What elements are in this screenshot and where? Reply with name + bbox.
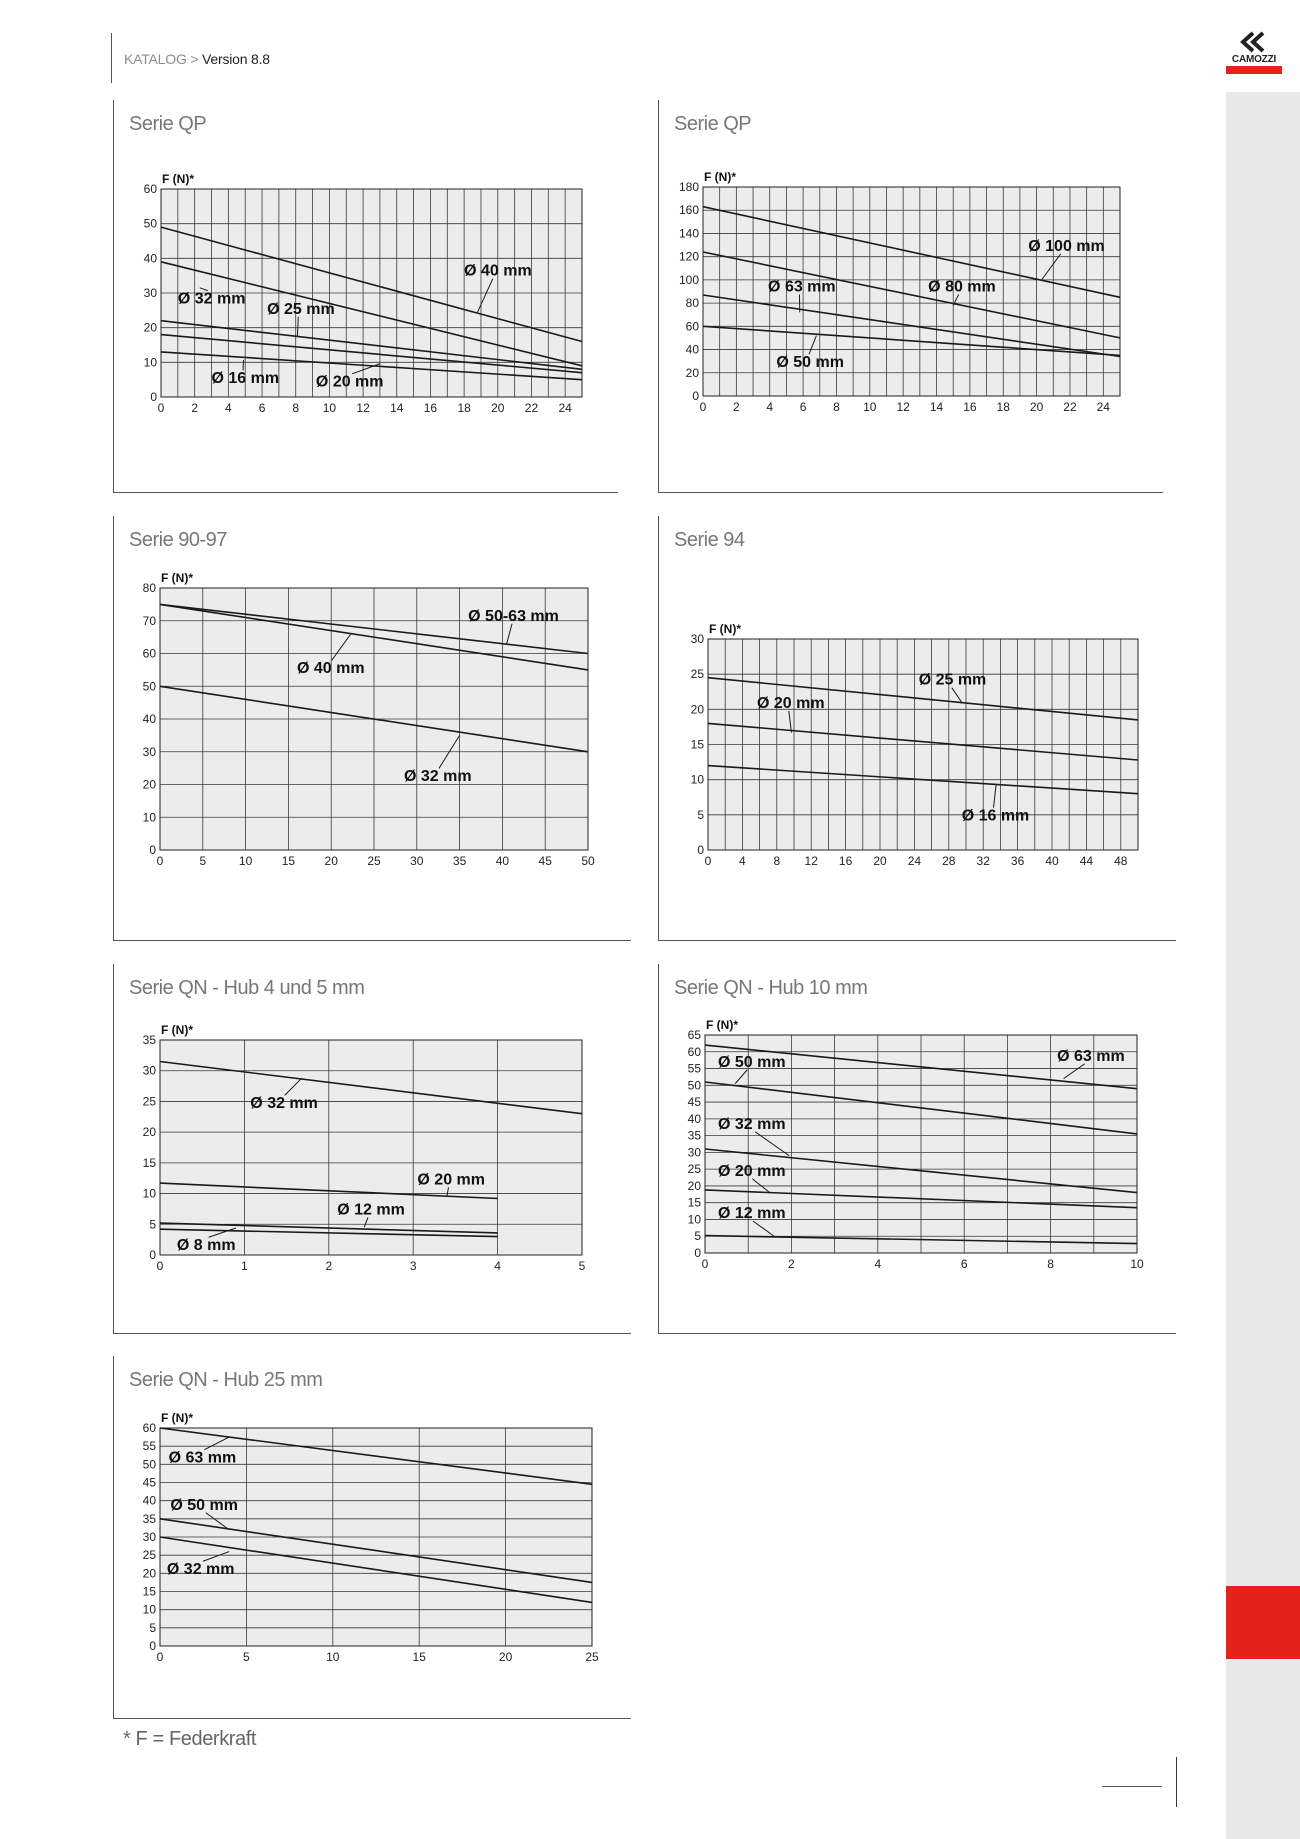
x-tick-label: 24 [558, 401, 572, 415]
x-tick-label: 0 [156, 1650, 164, 1664]
y-tick-label: 0 [149, 843, 156, 857]
y-tick-label: 5 [697, 807, 704, 822]
annotation-d-16-mm: Ø 16 mm [961, 807, 1030, 825]
chart-panel-serie-qp-2 [658, 100, 1163, 493]
y-tick-label: 10 [687, 1212, 701, 1227]
annotation-d-63-mm: Ø 63 mm [168, 1449, 237, 1467]
y-tick-label: 40 [142, 712, 156, 726]
plot-area [703, 187, 1120, 396]
y-tick-label: 60 [143, 182, 157, 196]
annotation-d-63-mm: Ø 63 mm [1057, 1047, 1125, 1065]
y-tick-label: 0 [694, 1246, 701, 1260]
annotation-d-50-63-mm: Ø 50-63 mm [468, 607, 559, 625]
y-axis-label: F (N)* [704, 170, 736, 184]
x-tick-label: 3 [409, 1259, 417, 1273]
annotation-d-25-mm: Ø 25 mm [267, 300, 335, 318]
y-tick-label: 15 [690, 737, 704, 752]
x-tick-label: 48 [1114, 854, 1128, 868]
y-tick-label: 30 [142, 744, 156, 759]
y-tick-label: 25 [687, 1162, 701, 1177]
y-tick-label: 50 [142, 1457, 156, 1472]
y-tick-label: 45 [687, 1095, 701, 1110]
x-tick-label: 50 [581, 854, 595, 868]
y-tick-label: 0 [697, 843, 704, 857]
annotation-leader-d-16-mm [243, 360, 244, 370]
y-tick-label: 20 [142, 1125, 156, 1140]
y-tick-label: 30 [142, 1063, 156, 1078]
y-tick-label: 60 [142, 1421, 156, 1435]
x-tick-label: 24 [1096, 400, 1110, 414]
x-tick-label: 0 [704, 854, 712, 868]
annotation-d-8-mm: Ø 8 mm [176, 1237, 236, 1255]
camozzi-logo-icon [1224, 30, 1284, 54]
y-tick-label: 80 [685, 296, 699, 311]
x-tick-label: 8 [1047, 1257, 1054, 1271]
breadcrumb-current: Version 8.8 [202, 51, 270, 67]
y-axis-label: F (N)* [161, 1411, 193, 1425]
annotation-d-12-mm: Ø 12 mm [717, 1205, 786, 1223]
x-tick-label: 10 [326, 1650, 340, 1664]
y-tick-label: 50 [687, 1078, 701, 1093]
chart-serie-90-97 [114, 516, 631, 940]
y-tick-label: 40 [685, 342, 699, 357]
y-tick-label: 10 [690, 772, 704, 787]
annotation-d-20-mm: Ø 20 mm [717, 1162, 786, 1180]
brand-name: CAMOZZI [1231, 54, 1277, 65]
annotation-d-50-mm: Ø 50 mm [717, 1053, 786, 1071]
y-tick-label: 0 [150, 390, 157, 404]
y-tick-label: 70 [142, 613, 156, 628]
x-tick-label: 1 [241, 1259, 248, 1273]
x-tick-label: 12 [896, 400, 910, 414]
chart-title: Serie QN - Hub 4 und 5 mm [129, 977, 365, 999]
annotation-d-32-mm: Ø 32 mm [250, 1095, 318, 1113]
annotation-d-50-mm: Ø 50 mm [776, 353, 844, 371]
y-axis-label: F (N)* [709, 622, 741, 636]
page-number-line [1102, 1786, 1162, 1787]
page-number-rule [1176, 1757, 1177, 1807]
chart-title: Serie QN - Hub 25 mm [129, 1369, 323, 1391]
y-tick-label: 0 [692, 389, 699, 403]
x-tick-label: 25 [367, 854, 381, 868]
x-tick-label: 4 [494, 1259, 501, 1273]
chart-serie-qn-hub-4-5 [114, 964, 631, 1333]
x-tick-label: 20 [491, 401, 505, 415]
y-tick-label: 35 [142, 1511, 156, 1526]
chart-title: Serie QP [129, 113, 207, 135]
y-tick-label: 20 [685, 365, 699, 380]
y-tick-label: 140 [678, 226, 699, 241]
x-tick-label: 0 [156, 1259, 164, 1273]
annotation-d-100-mm: Ø 100 mm [1028, 237, 1105, 255]
annotation-d-25-mm: Ø 25 mm [918, 671, 987, 689]
x-tick-label: 15 [412, 1650, 426, 1664]
plot-area [160, 1040, 582, 1255]
y-tick-label: 10 [142, 1186, 156, 1201]
x-tick-label: 45 [538, 854, 552, 868]
y-tick-label: 25 [142, 1548, 156, 1563]
x-tick-label: 22 [1063, 400, 1077, 414]
y-tick-label: 180 [678, 180, 699, 194]
x-tick-label: 14 [929, 400, 944, 414]
y-tick-label: 35 [687, 1128, 701, 1143]
y-tick-label: 20 [142, 777, 156, 792]
y-tick-label: 40 [142, 1493, 156, 1508]
x-tick-label: 4 [225, 401, 232, 415]
x-tick-label: 16 [838, 854, 853, 868]
x-tick-label: 2 [788, 1257, 795, 1271]
y-tick-label: 5 [149, 1217, 156, 1232]
annotation-d-20-mm: Ø 20 mm [757, 694, 825, 712]
x-tick-label: 40 [1045, 854, 1059, 868]
x-tick-label: 5 [199, 854, 207, 868]
x-tick-label: 15 [281, 854, 296, 868]
x-tick-label: 4 [766, 400, 774, 414]
y-tick-label: 120 [678, 249, 699, 264]
annotation-d-40-mm: Ø 40 mm [296, 660, 365, 678]
annotation-d-63-mm: Ø 63 mm [768, 278, 836, 296]
y-axis-label: F (N)* [706, 1018, 738, 1032]
page-side-bar [1226, 92, 1300, 1839]
brand-logo [1224, 30, 1284, 76]
x-tick-label: 0 [701, 1257, 709, 1271]
y-tick-label: 25 [142, 1094, 156, 1109]
x-tick-label: 8 [773, 854, 781, 868]
chart-serie-94 [659, 516, 1176, 940]
breadcrumb [124, 51, 270, 67]
chart-panel-serie-94 [658, 516, 1176, 941]
y-axis-label: F (N)* [161, 1023, 193, 1037]
y-tick-label: 35 [142, 1033, 156, 1047]
y-tick-label: 20 [142, 1566, 156, 1581]
y-tick-label: 60 [142, 646, 156, 661]
y-tick-label: 0 [149, 1639, 156, 1653]
annotation-d-32-mm: Ø 32 mm [717, 1115, 786, 1133]
chart-panel-serie-qp-1 [113, 100, 618, 493]
y-tick-label: 20 [690, 702, 704, 717]
annotation-d-50-mm: Ø 50 mm [170, 1496, 238, 1514]
y-tick-label: 30 [142, 1530, 156, 1544]
x-tick-label: 10 [1130, 1257, 1144, 1271]
annotation-d-16-mm: Ø 16 mm [211, 370, 280, 388]
x-tick-label: 4 [874, 1257, 882, 1271]
y-tick-label: 50 [143, 216, 157, 231]
x-tick-label: 2 [191, 401, 199, 415]
chart-serie-qp-1 [114, 100, 618, 492]
y-tick-label: 40 [687, 1111, 701, 1126]
x-tick-label: 2 [325, 1259, 333, 1273]
y-tick-label: 10 [143, 355, 157, 370]
x-tick-label: 5 [243, 1650, 250, 1664]
annotation-d-20-mm: Ø 20 mm [315, 373, 384, 391]
y-tick-label: 60 [685, 319, 699, 334]
y-tick-label: 40 [143, 251, 157, 266]
x-tick-label: 20 [873, 854, 887, 868]
x-tick-label: 12 [356, 401, 370, 415]
chart-title: Serie 90-97 [129, 529, 227, 551]
annotation-d-40-mm: Ø 40 mm [464, 262, 532, 280]
x-tick-label: 18 [457, 401, 471, 415]
y-tick-label: 80 [142, 581, 156, 595]
y-tick-label: 30 [690, 632, 704, 646]
y-tick-label: 45 [142, 1475, 156, 1490]
chart-serie-qn-hub-25 [114, 1356, 631, 1718]
y-tick-label: 30 [687, 1145, 701, 1160]
chart-panel-serie-qn-hub-4-5 [113, 964, 631, 1334]
y-tick-label: 55 [687, 1061, 701, 1076]
chart-panel-serie-qn-hub-10 [658, 964, 1176, 1334]
annotation-d-32-mm: Ø 32 mm [166, 1561, 235, 1579]
section-marker [1226, 1586, 1300, 1659]
chart-title: Serie QP [674, 113, 752, 135]
y-axis-label: F (N)* [162, 172, 194, 186]
y-tick-label: 25 [690, 667, 704, 682]
x-tick-label: 20 [498, 1650, 513, 1664]
annotation-d-80-mm: Ø 80 mm [928, 278, 996, 296]
chart-panel-serie-qn-hub-25 [113, 1356, 631, 1719]
x-tick-label: 6 [258, 401, 266, 415]
x-tick-label: 18 [996, 400, 1010, 414]
x-tick-label: 40 [495, 854, 510, 868]
x-tick-label: 32 [976, 854, 990, 868]
header-rule [111, 33, 112, 83]
x-tick-label: 16 [423, 401, 438, 415]
x-tick-label: 44 [1079, 854, 1094, 868]
y-tick-label: 65 [687, 1028, 701, 1042]
y-tick-label: 15 [142, 1584, 156, 1599]
x-tick-label: 24 [907, 854, 922, 868]
x-tick-label: 25 [585, 1650, 599, 1664]
footnote: * F = Federkraft [123, 1728, 257, 1750]
y-tick-label: 20 [687, 1178, 701, 1193]
brand-bar [1226, 66, 1282, 74]
x-tick-label: 4 [739, 854, 746, 868]
x-tick-label: 22 [524, 401, 539, 415]
y-axis-label: F (N)* [161, 571, 193, 585]
annotation-d-32-mm: Ø 32 mm [177, 290, 246, 308]
y-tick-label: 160 [678, 203, 699, 218]
x-tick-label: 0 [157, 401, 165, 415]
annotation-d-32-mm: Ø 32 mm [403, 768, 472, 786]
y-tick-label: 15 [687, 1195, 701, 1210]
x-tick-label: 10 [863, 400, 877, 414]
y-tick-label: 60 [687, 1044, 701, 1059]
x-tick-label: 2 [733, 400, 740, 414]
chart-serie-qp-2 [659, 100, 1163, 492]
x-tick-label: 12 [804, 854, 818, 868]
x-tick-label: 10 [322, 401, 337, 415]
y-tick-label: 100 [678, 272, 699, 287]
y-tick-label: 30 [143, 286, 157, 300]
y-tick-label: 10 [142, 1602, 156, 1617]
x-tick-label: 20 [324, 854, 338, 868]
chart-panel-serie-90-97 [113, 516, 631, 941]
y-tick-label: 5 [149, 1620, 156, 1635]
x-tick-label: 6 [960, 1257, 968, 1271]
x-tick-label: 5 [578, 1259, 586, 1273]
x-tick-label: 0 [699, 400, 707, 414]
y-tick-label: 5 [694, 1229, 701, 1244]
annotation-d-20-mm: Ø 20 mm [417, 1171, 486, 1189]
x-tick-label: 36 [1010, 854, 1025, 868]
x-tick-label: 20 [1029, 400, 1044, 414]
chart-title: Serie 94 [674, 529, 745, 551]
y-tick-label: 50 [142, 679, 156, 694]
y-tick-label: 0 [149, 1248, 156, 1262]
x-tick-label: 14 [390, 401, 404, 415]
chart-title: Serie QN - Hub 10 mm [674, 977, 868, 999]
y-tick-label: 55 [142, 1439, 156, 1454]
x-tick-label: 10 [238, 854, 253, 868]
y-tick-label: 10 [142, 810, 156, 825]
x-tick-label: 35 [452, 854, 467, 868]
x-tick-label: 0 [156, 854, 164, 868]
x-tick-label: 8 [292, 401, 300, 415]
x-tick-label: 16 [963, 400, 977, 414]
x-tick-label: 8 [833, 400, 840, 414]
x-tick-label: 30 [410, 854, 424, 868]
y-tick-label: 15 [142, 1155, 156, 1170]
chart-serie-qn-hub-10 [659, 964, 1176, 1333]
x-tick-label: 28 [942, 854, 956, 868]
breadcrumb-root[interactable]: KATALOG [124, 51, 187, 67]
breadcrumb-separator: > [190, 51, 199, 67]
x-tick-label: 6 [799, 400, 807, 414]
y-tick-label: 20 [143, 320, 157, 335]
annotation-d-12-mm: Ø 12 mm [337, 1201, 405, 1219]
